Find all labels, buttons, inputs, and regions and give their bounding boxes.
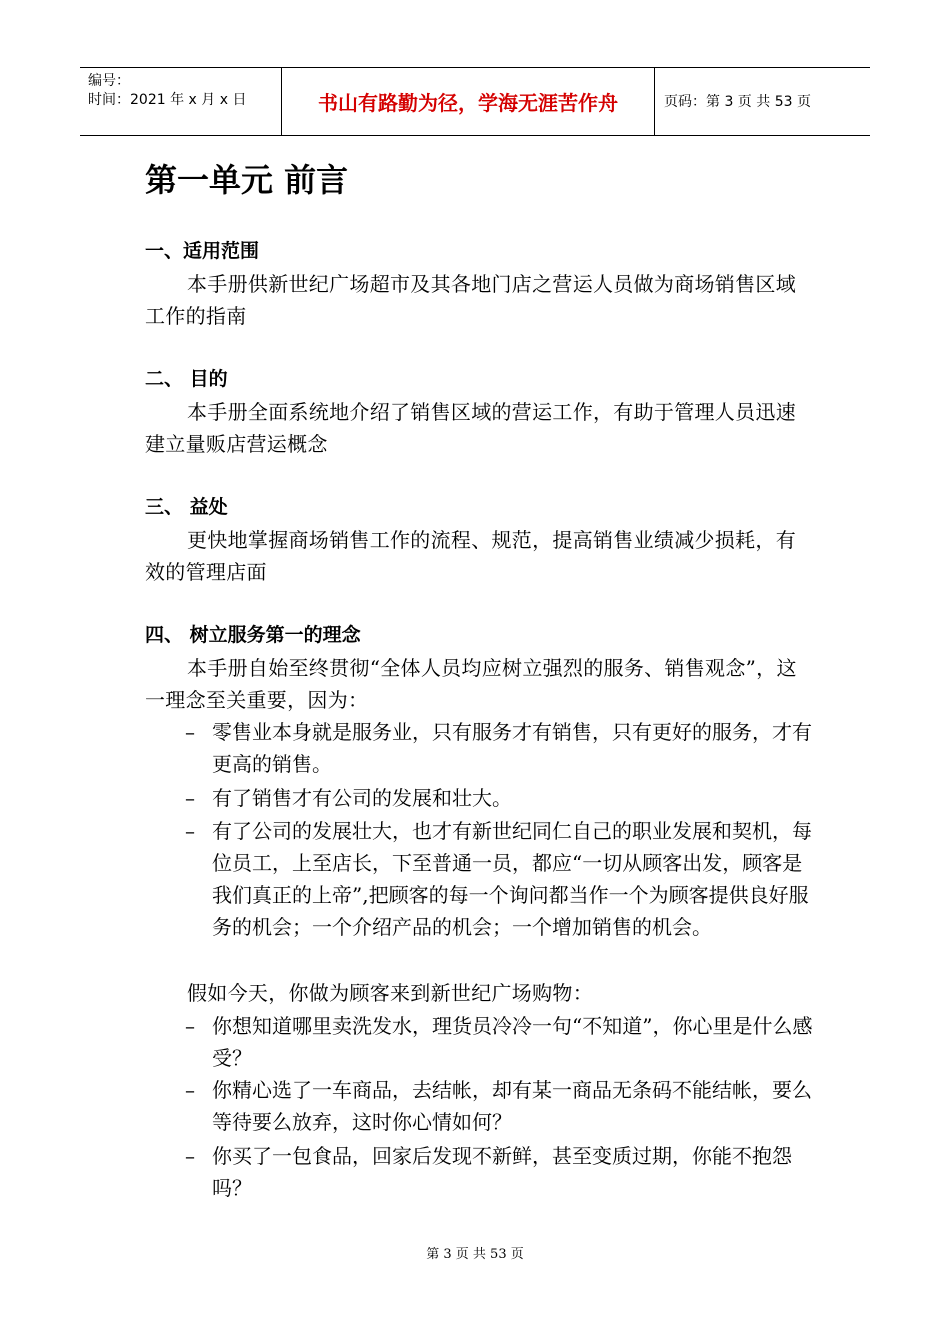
page-header bbox=[80, 67, 870, 136]
section-text-benefits: 更快地掌握商场销售工作的流程、规范，提高销售业绩减少损耗，有效的管理店面 bbox=[145, 528, 796, 584]
bullet-dash: – bbox=[185, 1078, 195, 1102]
page-title: 第一单元 前言 bbox=[145, 161, 349, 199]
document-date-label: 时间：2021 年 x 月 x 日 bbox=[88, 92, 247, 108]
bullet-dash: – bbox=[185, 1014, 195, 1038]
bullet-dash: – bbox=[185, 786, 195, 810]
list-item bbox=[185, 782, 815, 814]
section-heading-purpose: 二、 目的 bbox=[145, 368, 228, 390]
bullet-text: 你精心选了一车商品，去结帐，却有某一商品无条码不能结帐，要么等待要么放弃，这时你心情如何？ bbox=[212, 1078, 812, 1134]
section-heading-benefits: 三、 益处 bbox=[145, 496, 228, 518]
header-info-cell bbox=[80, 68, 282, 135]
section-text-purpose: 本手册全面系统地介绍了销售区域的营运工作，有助于管理人员迅速建立量贩店营运概念 bbox=[145, 400, 796, 456]
bullet-text: 有了销售才有公司的发展和壮大。 bbox=[212, 786, 512, 810]
scenario-intro: 假如今天，你做为顾客来到新世纪广场购物： bbox=[187, 981, 593, 1005]
list-item bbox=[185, 1074, 815, 1138]
header-page-cell bbox=[655, 68, 870, 135]
section-text-scope: 本手册供新世纪广场超市及其各地门店之营运人员做为商场销售区域工作的指南 bbox=[145, 272, 796, 328]
section-heading-service: 四、 树立服务第一的理念 bbox=[145, 624, 361, 646]
list-item bbox=[185, 815, 815, 943]
page-footer: 第 3 页 共 53 页 bbox=[426, 1247, 524, 1262]
bullet-dash: – bbox=[185, 720, 195, 744]
bullet-text: 你想知道哪里卖洗发水，理货员冷冷一句“不知道”，你心里是什么感受？ bbox=[212, 1014, 813, 1070]
bullet-text: 有了公司的发展壮大，也才有新世纪同仁自己的职业发展和契机，每位员工，上至店长，下至普通一员，都应“一切从顾客出发，顾客是我们真正的上帝”,把顾客的每一个询问都当作一个为顾客提供良好服务的机会；一个介绍产品的机会；一个增加销售的机会。 bbox=[212, 819, 812, 939]
header-motto-cell bbox=[282, 68, 655, 135]
bullet-dash: – bbox=[185, 819, 195, 843]
list-item bbox=[185, 716, 815, 780]
section-text-service: 本手册自始至终贯彻“全体人员均应树立强烈的服务、销售观念”，这一理念至关重要，因为： bbox=[145, 656, 797, 712]
section-heading-scope: 一、适用范围 bbox=[145, 240, 260, 262]
list-item bbox=[185, 1140, 815, 1204]
bullet-dash: – bbox=[185, 1144, 195, 1168]
bullet-text: 你买了一包食品，回家后发现不新鲜，甚至变质过期，你能不抱怨吗？ bbox=[212, 1144, 792, 1200]
bullet-text: 零售业本身就是服务业，只有服务才有销售，只有更好的服务，才有更高的销售。 bbox=[212, 720, 812, 776]
header-page-code: 页码：第 3 页 共 53 页 bbox=[664, 94, 811, 110]
header-motto: 书山有路勤为径，学海无涯苦作舟 bbox=[318, 91, 618, 115]
list-item bbox=[185, 1010, 815, 1074]
document-number-label: 编号： bbox=[88, 73, 130, 89]
